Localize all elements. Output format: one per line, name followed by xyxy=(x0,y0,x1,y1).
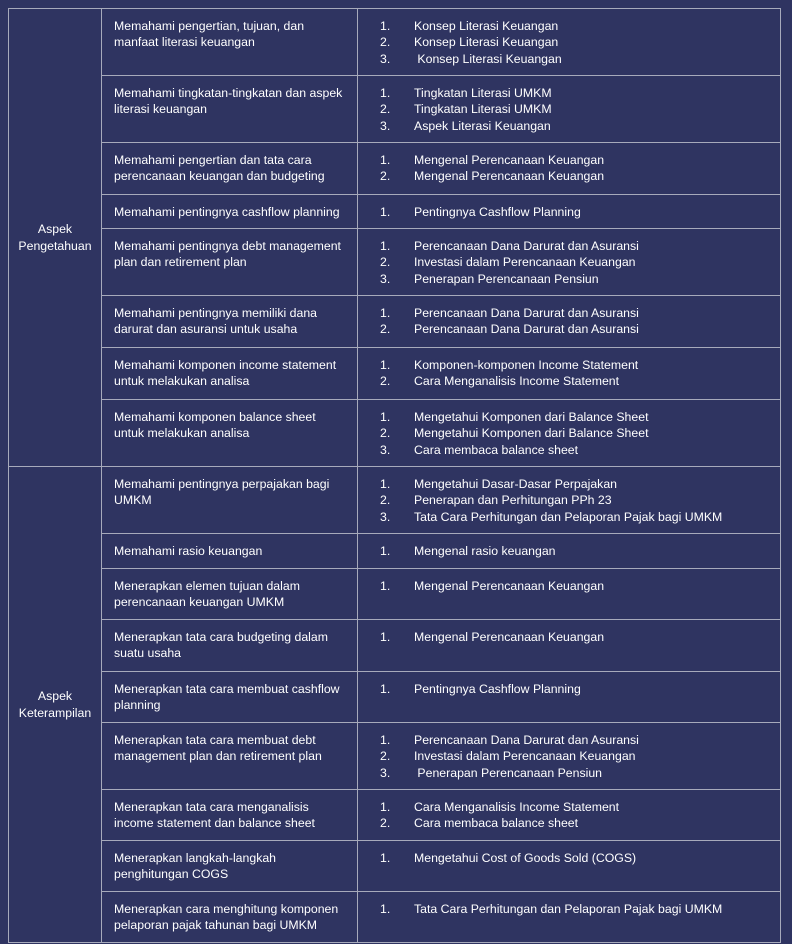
list-number: 1. xyxy=(380,630,391,645)
objective-cell: Menerapkan tata cara budgeting dalam suatu usaha xyxy=(102,620,358,672)
topic-list xyxy=(368,732,770,781)
topic-text: Investasi dalam Perencanaan Keuangan xyxy=(414,749,636,764)
objective-cell: Memahami pentingnya memiliki dana darurat dan asuransi untuk usaha xyxy=(102,296,358,348)
list-number: 1. xyxy=(380,733,391,748)
list-item xyxy=(368,543,770,559)
topics-cell xyxy=(358,194,781,228)
list-number: 2. xyxy=(380,493,391,508)
table-row xyxy=(9,672,781,723)
list-item xyxy=(368,476,770,492)
objective-cell: Memahami komponen income statement untuk melakukan analisa xyxy=(102,348,358,400)
list-number: 2. xyxy=(380,102,391,117)
list-number: 2. xyxy=(380,169,391,184)
list-number: 2. xyxy=(380,322,391,337)
list-item xyxy=(368,748,770,764)
topic-text: Pentingnya Cashflow Planning xyxy=(414,682,581,697)
list-item xyxy=(368,850,770,866)
list-item xyxy=(368,357,770,373)
learning-objectives-table xyxy=(8,8,781,943)
topic-text: Mengetahui Cost of Goods Sold (COGS) xyxy=(414,851,637,866)
objective-cell: Menerapkan langkah-langkah penghitungan COGS xyxy=(102,841,358,892)
topic-text: Penerapan dan Perhitungan PPh 23 xyxy=(414,493,612,508)
aspect-label: Aspek xyxy=(37,689,73,704)
topic-text: Mengenal Perencanaan Keuangan xyxy=(414,630,605,645)
aspect-label: Aspek xyxy=(37,222,73,237)
topic-text: Cara Menganalisis Income Statement xyxy=(414,800,620,815)
topic-text: Perencanaan Dana Darurat dan Asuransi xyxy=(414,306,639,321)
topic-list xyxy=(368,476,770,525)
list-item xyxy=(368,305,770,321)
list-item xyxy=(368,732,770,748)
list-item xyxy=(368,51,770,67)
table-row xyxy=(9,790,781,841)
topics-cell xyxy=(358,142,781,194)
aspect-cell xyxy=(9,467,102,943)
topic-text: Investasi dalam Perencanaan Keuangan xyxy=(414,255,636,270)
topics-cell xyxy=(358,229,781,296)
table-body xyxy=(9,9,781,943)
list-number: 2. xyxy=(380,816,391,831)
list-item xyxy=(368,492,770,508)
table-row xyxy=(9,467,781,534)
topics-cell xyxy=(358,534,781,569)
topics-cell xyxy=(358,723,781,790)
list-item xyxy=(368,901,770,917)
topic-text: Perencanaan Dana Darurat dan Asuransi xyxy=(414,733,639,748)
topic-list xyxy=(368,152,770,185)
list-item xyxy=(368,204,770,220)
topic-text: Mengetahui Komponen dari Balance Sheet xyxy=(414,426,649,441)
objective-cell: Memahami pentingnya debt management plan dan retirement plan xyxy=(102,229,358,296)
list-item xyxy=(368,629,770,645)
list-number: 1. xyxy=(380,306,391,321)
topic-list xyxy=(368,204,770,220)
objective-cell: Memahami tingkatan-tingkatan dan aspek literasi keuangan xyxy=(102,76,358,143)
table-row xyxy=(9,229,781,296)
table-row xyxy=(9,296,781,348)
list-item xyxy=(368,34,770,50)
topic-list xyxy=(368,681,770,697)
topic-list xyxy=(368,901,770,917)
topic-text: Aspek Literasi Keuangan xyxy=(414,118,551,133)
topic-list xyxy=(368,238,770,287)
list-item xyxy=(368,85,770,101)
list-item xyxy=(368,118,770,134)
list-item xyxy=(368,101,770,117)
table-row xyxy=(9,841,781,892)
list-number: 1. xyxy=(380,19,391,33)
list-item xyxy=(368,442,770,458)
list-item xyxy=(368,681,770,697)
topic-list xyxy=(368,357,770,390)
list-number: 2. xyxy=(380,255,391,270)
topic-text: Penerapan Perencanaan Pensiun xyxy=(414,271,599,286)
objective-cell: Menerapkan elemen tujuan dalam perencanaan keuangan UMKM xyxy=(102,569,358,620)
objective-cell: Menerapkan tata cara membuat cashflow planning xyxy=(102,672,358,723)
list-number: 1. xyxy=(380,86,391,100)
list-number: 1. xyxy=(380,800,391,815)
list-item xyxy=(368,168,770,184)
topic-list xyxy=(368,578,770,594)
list-number: 1. xyxy=(380,358,391,373)
list-number: 3. xyxy=(380,51,391,66)
topic-text: Konsep Literasi Keuangan xyxy=(414,51,562,66)
list-item xyxy=(368,373,770,389)
list-number: 3. xyxy=(380,442,391,457)
list-number: 3. xyxy=(380,271,391,286)
list-item xyxy=(368,152,770,168)
topics-cell xyxy=(358,400,781,467)
topic-text: Pentingnya Cashflow Planning xyxy=(414,204,581,219)
list-item xyxy=(368,578,770,594)
table-row xyxy=(9,534,781,569)
table-row xyxy=(9,620,781,672)
table-row xyxy=(9,569,781,620)
list-number: 1. xyxy=(380,544,391,559)
list-item xyxy=(368,321,770,337)
topics-cell xyxy=(358,467,781,534)
topics-cell xyxy=(358,9,781,76)
topics-cell xyxy=(358,296,781,348)
list-number: 3. xyxy=(380,118,391,133)
topic-text: Cara membaca balance sheet xyxy=(414,442,579,457)
objective-cell: Menerapkan tata cara membuat debt management plan dan retirement plan xyxy=(102,723,358,790)
topic-text: Mengetahui Komponen dari Balance Sheet xyxy=(414,410,649,425)
objective-cell: Memahami pentingnya perpajakan bagi UMKM xyxy=(102,467,358,534)
topic-list xyxy=(368,18,770,67)
list-number: 3. xyxy=(380,765,391,780)
list-item xyxy=(368,254,770,270)
topic-text: Perencanaan Dana Darurat dan Asuransi xyxy=(414,322,639,337)
list-number: 1. xyxy=(380,477,391,492)
topic-list xyxy=(368,305,770,338)
topic-text: Tata Cara Perhitungan dan Pelaporan Pajak bagi UMKM xyxy=(414,902,723,917)
topic-text: Komponen-komponen Income Statement xyxy=(414,358,639,373)
topic-text: Mengenal Perencanaan Keuangan xyxy=(414,152,605,167)
list-item xyxy=(368,238,770,254)
topic-list xyxy=(368,629,770,645)
objective-cell: Memahami pentingnya cashflow planning xyxy=(102,194,358,228)
topic-text: Konsep Literasi Keuangan xyxy=(414,19,559,33)
table-row xyxy=(9,400,781,467)
topics-cell xyxy=(358,672,781,723)
objective-cell: Memahami komponen balance sheet untuk melakukan analisa xyxy=(102,400,358,467)
topic-list xyxy=(368,799,770,832)
list-number: 1. xyxy=(380,851,391,866)
topics-cell xyxy=(358,892,781,943)
list-item xyxy=(368,509,770,525)
list-item xyxy=(368,765,770,781)
objective-cell: Menerapkan cara menghitung komponen pelaporan pajak tahunan bagi UMKM xyxy=(102,892,358,943)
topics-cell xyxy=(358,841,781,892)
table-row xyxy=(9,9,781,76)
topic-list xyxy=(368,409,770,458)
list-number: 1. xyxy=(380,902,391,917)
objective-cell: Menerapkan tata cara menganalisis income statement dan balance sheet xyxy=(102,790,358,841)
topics-cell xyxy=(358,76,781,143)
table-row xyxy=(9,76,781,143)
topic-text: Cara Menganalisis Income Statement xyxy=(414,374,620,389)
topic-text: Mengenal rasio keuangan xyxy=(414,544,556,559)
list-item xyxy=(368,271,770,287)
topics-cell xyxy=(358,620,781,672)
topic-text: Mengenal Perencanaan Keuangan xyxy=(414,579,605,594)
topic-text: Konsep Literasi Keuangan xyxy=(414,35,559,50)
topic-text: Mengenal Perencanaan Keuangan xyxy=(414,169,605,184)
topic-list xyxy=(368,543,770,559)
list-item xyxy=(368,425,770,441)
aspect-label: Keterampilan xyxy=(18,705,92,720)
topic-text: Tata Cara Perhitungan dan Pelaporan Pajak bagi UMKM xyxy=(414,509,723,524)
table-row xyxy=(9,892,781,943)
topic-text: Penerapan Perencanaan Pensiun xyxy=(414,765,603,780)
list-number: 3. xyxy=(380,509,391,524)
list-number: 2. xyxy=(380,749,391,764)
table-row xyxy=(9,142,781,194)
list-item xyxy=(368,799,770,815)
topic-text: Tingkatan Literasi UMKM xyxy=(414,86,552,100)
topics-cell xyxy=(358,348,781,400)
aspect-label: Pengetahuan xyxy=(18,238,92,253)
list-number: 1. xyxy=(380,152,391,167)
objective-cell: Memahami pengertian dan tata cara perencanaan keuangan dan budgeting xyxy=(102,142,358,194)
table-row xyxy=(9,723,781,790)
topic-text: Mengetahui Dasar-Dasar Perpajakan xyxy=(414,477,618,492)
list-number: 1. xyxy=(380,239,391,254)
table-row xyxy=(9,194,781,228)
list-number: 1. xyxy=(380,410,391,425)
list-number: 1. xyxy=(380,579,391,594)
list-number: 2. xyxy=(380,426,391,441)
aspect-cell xyxy=(9,9,102,467)
list-number: 2. xyxy=(380,374,391,389)
objective-cell: Memahami rasio keuangan xyxy=(102,534,358,569)
list-number: 2. xyxy=(380,35,391,50)
topic-text: Tingkatan Literasi UMKM xyxy=(414,102,552,117)
table-row xyxy=(9,348,781,400)
topic-text: Cara membaca balance sheet xyxy=(414,816,579,831)
topic-list xyxy=(368,850,770,866)
topic-text: Perencanaan Dana Darurat dan Asuransi xyxy=(414,239,639,254)
list-item xyxy=(368,409,770,425)
list-number: 1. xyxy=(380,682,391,697)
list-item xyxy=(368,18,770,34)
topic-list xyxy=(368,85,770,134)
topics-cell xyxy=(358,790,781,841)
topics-cell xyxy=(358,569,781,620)
objective-cell: Memahami pengertian, tujuan, dan manfaat literasi keuangan xyxy=(102,9,358,76)
list-item xyxy=(368,815,770,831)
list-number: 1. xyxy=(380,204,391,219)
